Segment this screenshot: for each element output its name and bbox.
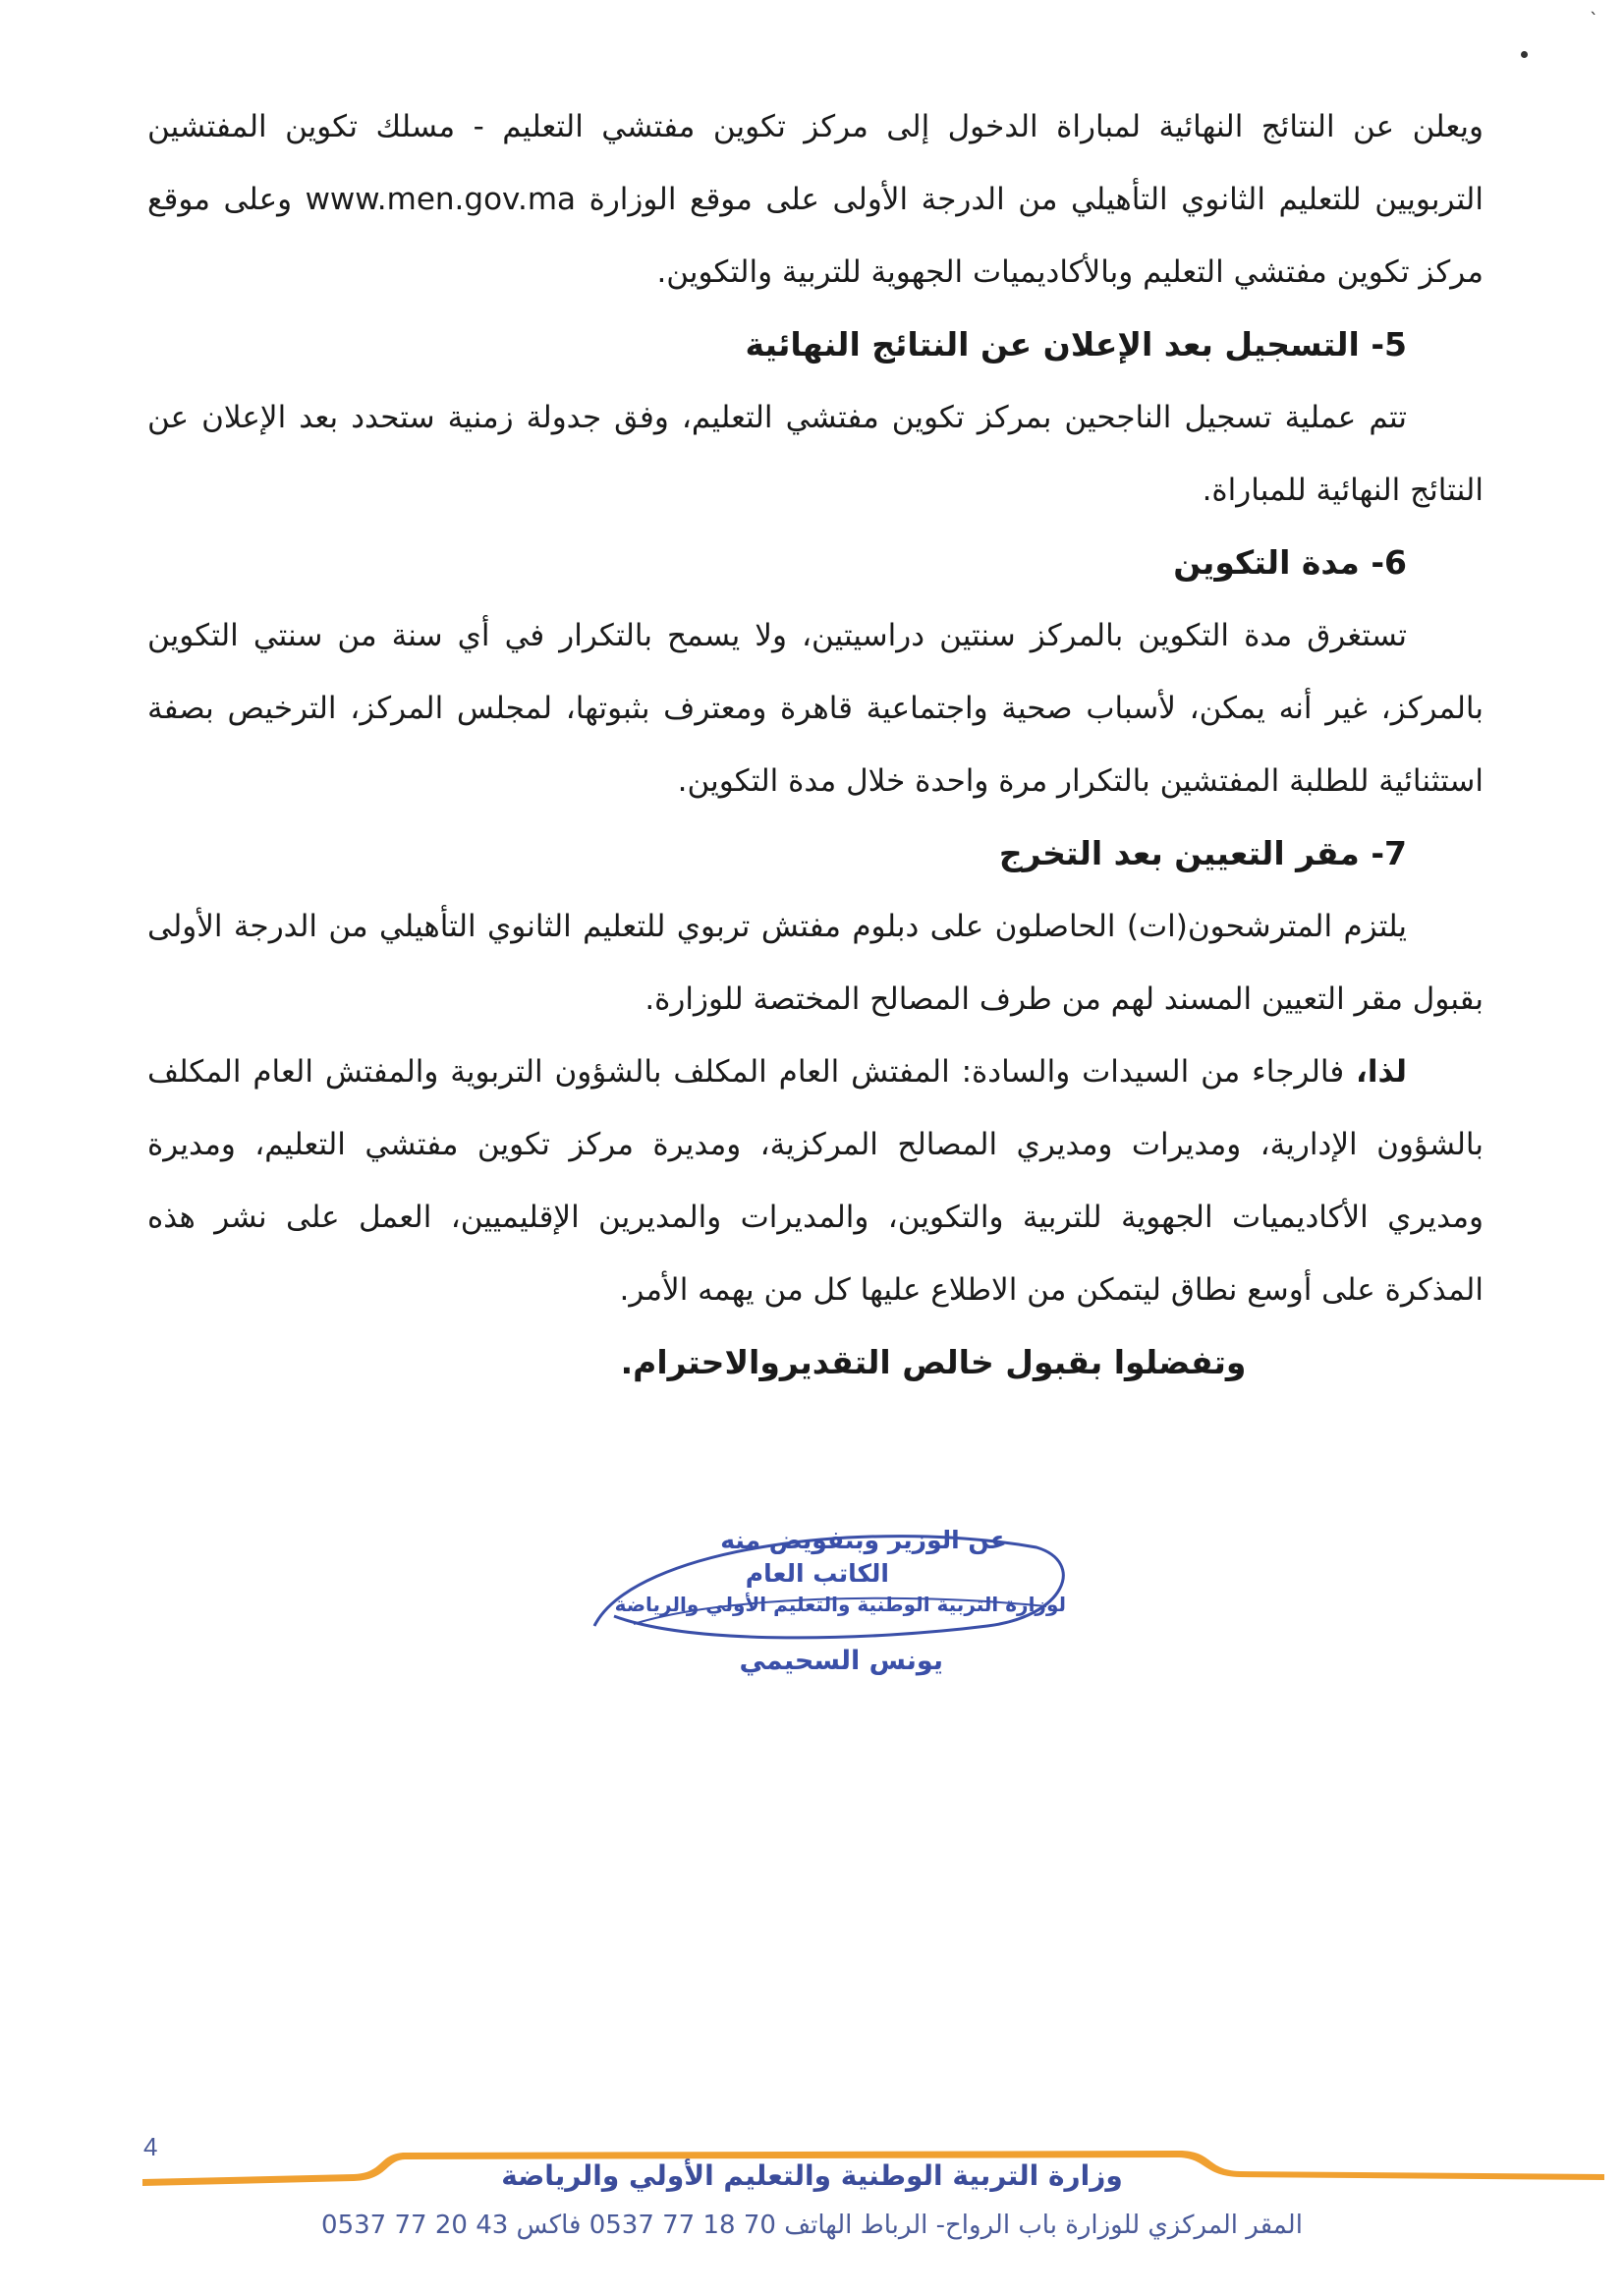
signature-line1: عن الوزير وبتفويض منه — [720, 1526, 1007, 1554]
section-heading-7: 7- مقر التعيين بعد التخرج — [998, 834, 1407, 872]
corner-mark: ` — [1590, 10, 1598, 30]
section-heading-6: 6- مدة التكوين — [1173, 543, 1407, 582]
closing-text: فالرجاء من السيدات والسادة: المفتش العام المكلف بالشؤون التربوية والمفتش العام المكلف بالشؤون الإدارية، ومديرات ومديري المصالح المركزية، ومديرة مركز تكوين مفتشي التعليم، ومديرة ومديري الأكاديميات الجهوية للتربية والتكوين، والمديرات والمديرين الإقليميين، العمل على نشر هذه المذكرة على أوسع نطاق ليتمكن من الاطلاع عليها كل من يهمه الأمر. — [147, 1054, 1484, 1308]
page-number: 4 — [143, 2132, 158, 2161]
salutation: وتفضلوا بقبول خالص التقديروالاحترام. — [620, 1343, 1247, 1381]
signature-name: يونس السحيمي — [739, 1646, 943, 1676]
document-body — [147, 90, 1484, 1399]
signature-line3: لوزارة التربية الوطنية والتعليم الأولي والرياضة — [614, 1593, 1066, 1616]
section-text-7: يلتزم المترشحون(ات) الحاصلون على دبلوم مفتش تربوي للتعليم الثانوي التأهيلي من الدرجة الأولى بقبول مقر التعيين المسند لهم من طرف المصالح المختصة للوزارة. — [147, 909, 1484, 1017]
section-heading-5: 5- التسجيل بعد الإعلان عن النتائج النهائية — [745, 325, 1407, 364]
signature-stamp — [575, 1508, 1086, 1714]
scan-dot — [1521, 51, 1528, 58]
section-text-5: تتم عملية تسجيل الناجحين بمركز تكوين مفتشي التعليم، وفق جدولة زمنية ستحدد بعد الإعلان عن النتائج النهائية للمباراة. — [147, 400, 1484, 508]
footer-address: المقر المركزي للوزارة باب الرواح- الرباط الهاتف 70 18 77 0537 فاكس 43 20 77 0537 — [321, 2211, 1303, 2240]
signature-line2: الكاتب العام — [745, 1559, 889, 1588]
section-text-6: تستغرق مدة التكوين بالمركز سنتين دراسيتين، ولا يسمح بالتكرار في أي سنة من سنتي التكوين بالمركز، غير أنه يمكن، لأسباب صحية واجتماعية قاهرة ومعترف بثبوتها، لمجلس المركز، الترخيص بصفة استثنائية للطلبة المفتشين بالتكرار مرة واحدة خلال مدة التكوين. — [147, 618, 1484, 799]
closing-lead: لذا، — [1356, 1054, 1407, 1090]
closing-paragraph — [147, 1036, 1484, 1326]
intro-paragraph: ويعلن عن النتائج النهائية لمباراة الدخول إلى مركز تكوين مفتشي التعليم - مسلك تكوين المفتشين التربويين للتعليم الثانوي التأهيلي من الدرجة الأولى على موقع الوزارة www.men.gov.ma وعلى موقع مركز تكوين مفتشي التعليم وبالأكاديميات الجهوية للتربية والتكوين. — [147, 109, 1484, 290]
footer-ministry-name: وزارة التربية الوطنية والتعليم الأولي والرياضة — [501, 2159, 1123, 2192]
